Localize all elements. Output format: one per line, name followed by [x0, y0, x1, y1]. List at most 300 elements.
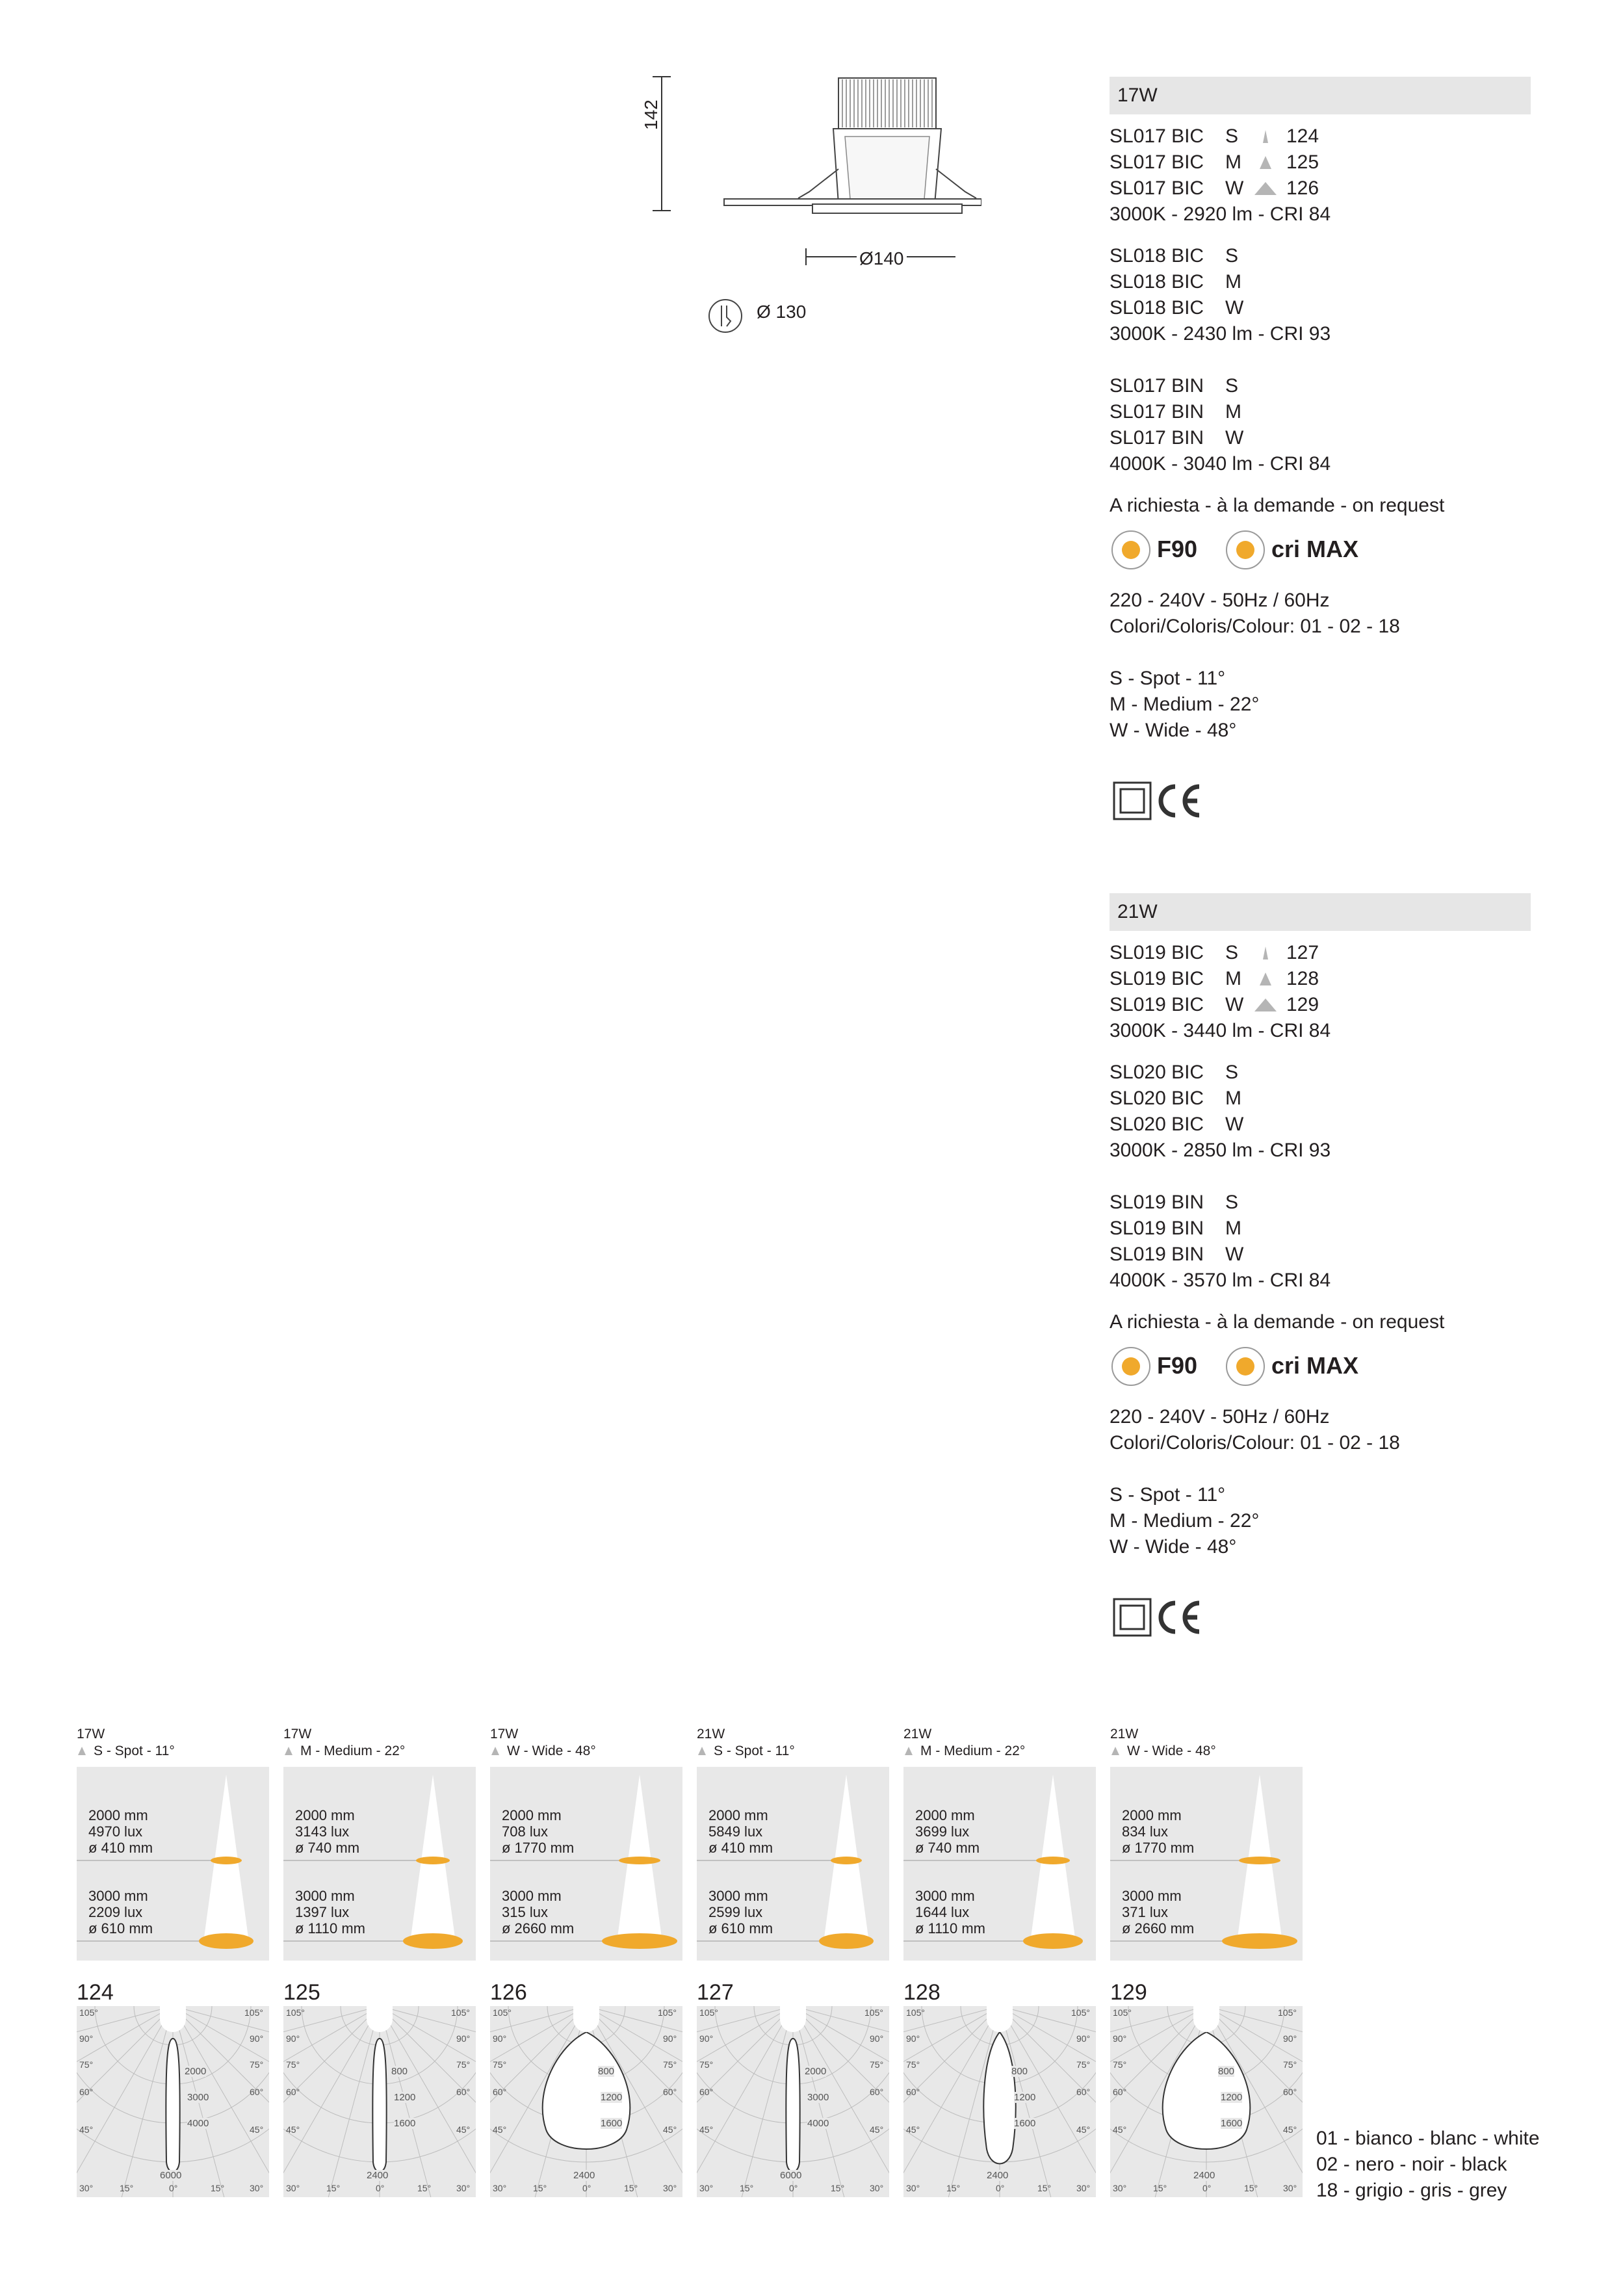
- beam-diameter: ø 1110 mm: [295, 1920, 365, 1937]
- polar-angle-label: 105°: [658, 2007, 677, 2018]
- spot-beam-icon: [1253, 129, 1279, 144]
- ceiling-cutout-icon: [707, 298, 744, 337]
- polar-ring-label: 1200: [601, 2092, 623, 2103]
- product-row: [1110, 1216, 1444, 1242]
- polar-angle-label: 60°: [1076, 2087, 1091, 2097]
- spec-line: 3000K - 2850 lm - CRI 93: [1110, 1140, 1331, 1161]
- distance: 2000 mm: [88, 1807, 148, 1823]
- beam-mode: S: [1225, 245, 1239, 267]
- product-row: [1110, 1190, 1444, 1216]
- power-label: 21W: [1110, 1727, 1139, 1742]
- product-row: [1110, 1242, 1444, 1268]
- polar-angle-label: 60°: [286, 2087, 300, 2097]
- beam-spot: S - Spot - 11°: [1110, 1484, 1226, 1506]
- lux-value: 834 lux: [1122, 1823, 1168, 1840]
- polar-angle-label: 15°: [417, 2183, 432, 2193]
- polar-angle-label: 60°: [456, 2087, 471, 2097]
- product-row: [1110, 966, 1444, 992]
- polar-angle-label: 105°: [244, 2007, 263, 2018]
- beam-mode: M: [1225, 968, 1241, 989]
- polar-ring-label: 2000: [805, 2066, 827, 2077]
- polar-ring-label: 800: [1011, 2066, 1028, 2077]
- beam-triangle-icon: [905, 1747, 913, 1755]
- polar-angle-label: 105°: [864, 2007, 883, 2018]
- product-code: SL017 BIN: [1110, 427, 1204, 449]
- polar-angle-label: 60°: [1113, 2087, 1127, 2097]
- polar-angle-label: 15°: [1244, 2183, 1258, 2193]
- lux-value: 4970 lux: [88, 1823, 143, 1840]
- photometry-ref: 127: [1286, 942, 1319, 963]
- product-code: SL019 BIN: [1110, 1218, 1204, 1239]
- beam-diameter: ø 1110 mm: [915, 1920, 985, 1937]
- medium-beam-icon: [1253, 971, 1279, 987]
- beam-diameter: ø 610 mm: [708, 1920, 773, 1937]
- product-code: SL019 BIC: [1110, 968, 1204, 989]
- polar-angle-label: 15°: [533, 2183, 547, 2193]
- polar-angle-label: 45°: [663, 2124, 677, 2135]
- polar-angle-label: 45°: [870, 2124, 884, 2135]
- wide-beam-icon: [1253, 997, 1279, 1013]
- polar-angle-label: 75°: [1076, 2059, 1091, 2070]
- polar-angle-label: 15°: [740, 2183, 754, 2193]
- beam-diameter: ø 610 mm: [88, 1920, 153, 1937]
- polar-angle-label: 30°: [699, 2183, 714, 2193]
- lux-value: 3699 lux: [915, 1823, 970, 1840]
- polar-ring-label: 1200: [394, 2092, 416, 2103]
- colour-white: 01 - bianco - blanc - white: [1316, 2128, 1540, 2149]
- colours: Colori/Coloris/Colour: 01 - 02 - 18: [1110, 616, 1400, 637]
- colour-grey: 18 - grigio - gris - grey: [1316, 2180, 1507, 2201]
- polar-angle-label: 0°: [996, 2183, 1005, 2193]
- polar-ring-label: 1600: [1014, 2118, 1036, 2129]
- polar-angle-label: 30°: [286, 2183, 300, 2193]
- polar-angle-label: 75°: [906, 2059, 920, 2070]
- polar-angle-label: 45°: [286, 2124, 300, 2135]
- polar-diagram: [490, 2006, 682, 2197]
- polar-ring-label: 1200: [1014, 2092, 1036, 2103]
- beam-medium: M - Medium - 22°: [1110, 694, 1260, 715]
- polar-angle-label: 75°: [663, 2059, 677, 2070]
- polar-angle-label: 30°: [870, 2183, 884, 2193]
- distance-3000: [88, 1888, 153, 1937]
- distance-2000: [708, 1807, 773, 1856]
- beam-triangle-icon: [78, 1747, 86, 1755]
- product-code: SL018 BIC: [1110, 245, 1204, 267]
- polar-ring-label: 800: [391, 2066, 408, 2077]
- distance-2000: [915, 1807, 980, 1856]
- lux-value: 315 lux: [502, 1904, 548, 1920]
- polar-angle-label: 45°: [1076, 2124, 1091, 2135]
- polar-angle-label: 105°: [79, 2007, 98, 2018]
- beam-label: [490, 1743, 596, 1759]
- polar-angle-label: 60°: [1283, 2087, 1297, 2097]
- distance-3000: [1122, 1888, 1194, 1937]
- option-f90: F90: [1157, 1352, 1198, 1379]
- spec-line: 3000K - 3440 lm - CRI 84: [1110, 1020, 1331, 1041]
- polar-angle-label: 75°: [79, 2059, 94, 2070]
- product-row: [1110, 150, 1444, 176]
- product-row: [1110, 992, 1444, 1018]
- polar-angle-label: 15°: [831, 2183, 845, 2193]
- photometry-ref: 124: [1286, 125, 1319, 147]
- polar-angle-label: 105°: [493, 2007, 512, 2018]
- distance-3000: [502, 1888, 574, 1937]
- section-title: 17W: [1117, 85, 1158, 106]
- beam-wide: W - Wide - 48°: [1110, 1536, 1237, 1558]
- polar-angle-label: 45°: [1283, 2124, 1297, 2135]
- beam-mode: M: [1225, 271, 1241, 293]
- polar-angle-label: 105°: [1071, 2007, 1090, 2018]
- polar-diagram: [283, 2006, 476, 2197]
- polar-angle-label: 75°: [1113, 2059, 1127, 2070]
- beam-mode: W: [1225, 427, 1244, 449]
- distance: 2000 mm: [502, 1807, 562, 1823]
- polar-ring-label: 1600: [1221, 2118, 1243, 2129]
- power-label: 21W: [903, 1727, 932, 1742]
- distance-3000: [915, 1888, 985, 1937]
- lux-value: 2599 lux: [708, 1904, 763, 1920]
- section-title: 21W: [1117, 901, 1158, 922]
- beam-spot: S - Spot - 11°: [1110, 668, 1226, 689]
- lux-value: 708 lux: [502, 1823, 548, 1840]
- product-code: SL018 BIC: [1110, 271, 1204, 293]
- polar-angle-label: 30°: [663, 2183, 677, 2193]
- polar-angle-label: 105°: [1278, 2007, 1297, 2018]
- power-label: 17W: [77, 1727, 105, 1742]
- product-code: SL019 BIN: [1110, 1244, 1204, 1265]
- polar-angle-label: 15°: [946, 2183, 961, 2193]
- spot-beam-icon: [1253, 945, 1279, 961]
- beam-label: [903, 1743, 1025, 1759]
- beam-triangle-icon: [1111, 1747, 1119, 1755]
- distance-3000: [295, 1888, 365, 1937]
- beam-mode: S: [1225, 942, 1239, 963]
- product-row: [1110, 1060, 1444, 1086]
- on-request-label: A richiesta - à la demande - on request: [1110, 1311, 1445, 1333]
- polar-angle-label: 30°: [456, 2183, 471, 2193]
- photometry-number: 129: [1110, 1980, 1147, 2005]
- product-code: SL020 BIC: [1110, 1088, 1204, 1109]
- spec-line: 4000K - 3570 lm - CRI 84: [1110, 1270, 1331, 1291]
- lux-value: 371 lux: [1122, 1904, 1168, 1920]
- beam-text: W - Wide - 48°: [1127, 1743, 1216, 1758]
- polar-angle-label: 90°: [250, 2033, 264, 2044]
- polar-angle-label: 90°: [663, 2033, 677, 2044]
- spec-line: 4000K - 3040 lm - CRI 84: [1110, 453, 1331, 475]
- voltage: 220 - 240V - 50Hz / 60Hz: [1110, 590, 1330, 611]
- beam-label: [697, 1743, 795, 1759]
- photometry-ref: 128: [1286, 968, 1319, 989]
- polar-angle-label: 60°: [699, 2087, 714, 2097]
- polar-diagram: [903, 2006, 1096, 2197]
- beam-mode: M: [1225, 1088, 1241, 1109]
- option-f90: F90: [1157, 536, 1198, 562]
- lux-value: 3143 lux: [295, 1823, 350, 1840]
- polar-ring-label: 6000: [780, 2170, 802, 2181]
- beam-mode: M: [1225, 1218, 1241, 1239]
- polar-angle-label: 75°: [870, 2059, 884, 2070]
- product-row: [1110, 399, 1444, 425]
- beam-illustration: [903, 1767, 1096, 1961]
- beam-illustration: [283, 1767, 476, 1961]
- distance: 2000 mm: [708, 1807, 768, 1823]
- distance: 2000 mm: [915, 1807, 975, 1823]
- distance-2000: [1122, 1807, 1194, 1856]
- medium-beam-icon: [1253, 155, 1279, 170]
- distance: 3000 mm: [295, 1888, 355, 1904]
- product-code: SL020 BIC: [1110, 1114, 1204, 1135]
- beam-mode: W: [1225, 994, 1244, 1015]
- certifications-21w: [1111, 1591, 1209, 1637]
- polar-diagram: [77, 2006, 269, 2197]
- product-row: [1110, 373, 1444, 399]
- polar-angle-label: 45°: [250, 2124, 264, 2135]
- beam-mode: W: [1225, 177, 1244, 199]
- polar-angle-label: 90°: [456, 2033, 471, 2044]
- height-label: 142: [641, 99, 661, 130]
- section-header-21w: [1110, 893, 1531, 931]
- polar-ring-label: 2400: [987, 2170, 1009, 2181]
- distance: 3000 mm: [915, 1888, 975, 1904]
- photometry-ref: 126: [1286, 177, 1319, 199]
- polar-angle-label: 75°: [286, 2059, 300, 2070]
- polar-angle-label: 0°: [376, 2183, 385, 2193]
- product-row: [1110, 425, 1444, 451]
- polar-angle-label: 105°: [451, 2007, 470, 2018]
- polar-angle-label: 105°: [699, 2007, 718, 2018]
- lux-value: 1397 lux: [295, 1904, 350, 1920]
- colour-black: 02 - nero - noir - black: [1316, 2154, 1507, 2175]
- polar-angle-label: 45°: [456, 2124, 471, 2135]
- voltage: 220 - 240V - 50Hz / 60Hz: [1110, 1406, 1330, 1428]
- beam-mode: M: [1225, 151, 1241, 173]
- beam-wide: W - Wide - 48°: [1110, 720, 1237, 741]
- option-cri-max: cri MAX: [1271, 1352, 1359, 1379]
- beam-diameter: ø 2660 mm: [1122, 1920, 1195, 1937]
- beam-triangle-icon: [285, 1747, 292, 1755]
- power-label: 17W: [283, 1727, 312, 1742]
- polar-angle-label: 15°: [326, 2183, 341, 2193]
- polar-angle-label: 75°: [250, 2059, 264, 2070]
- beam-mode: W: [1225, 1114, 1244, 1135]
- product-row: [1110, 124, 1444, 150]
- beam-diameter: ø 740 mm: [295, 1840, 360, 1856]
- polar-angle-label: 75°: [1283, 2059, 1297, 2070]
- beam-mode: S: [1225, 375, 1239, 397]
- polar-angle-label: 0°: [169, 2183, 178, 2193]
- wide-beam-icon: [1253, 181, 1279, 196]
- distance-2000: [88, 1807, 153, 1856]
- photometry-number: 124: [77, 1980, 114, 2005]
- polar-angle-label: 90°: [699, 2033, 714, 2044]
- beam-mode: S: [1225, 1062, 1239, 1083]
- class-ii-icon: [1114, 1599, 1150, 1636]
- beam-mode: W: [1225, 1244, 1244, 1265]
- product-code: SL018 BIC: [1110, 297, 1204, 319]
- polar-angle-label: 30°: [493, 2183, 507, 2193]
- polar-angle-label: 15°: [211, 2183, 225, 2193]
- lux-value: 2209 lux: [88, 1904, 143, 1920]
- distance: 3000 mm: [708, 1888, 768, 1904]
- options-21w: [1111, 1347, 1384, 1386]
- distance: 3000 mm: [88, 1888, 148, 1904]
- power-label: 21W: [697, 1727, 725, 1742]
- beam-text: M - Medium - 22°: [920, 1743, 1026, 1758]
- product-row: [1110, 940, 1444, 966]
- polar-angle-label: 45°: [1113, 2124, 1127, 2135]
- polar-angle-label: 30°: [79, 2183, 94, 2193]
- beam-illustration: [490, 1767, 682, 1961]
- cutout-label: Ø 130: [757, 302, 807, 322]
- product-row: [1110, 295, 1444, 321]
- polar-angle-label: 90°: [870, 2033, 884, 2044]
- product-row: [1110, 269, 1444, 295]
- polar-ring-label: 800: [1218, 2066, 1235, 2077]
- class-ii-icon: [1114, 783, 1150, 819]
- electrical-21w: [1110, 1404, 1400, 1560]
- distance: 2000 mm: [295, 1807, 355, 1823]
- polar-angle-label: 75°: [493, 2059, 507, 2070]
- photometry-number: 127: [697, 1980, 734, 2005]
- product-code: SL017 BIC: [1110, 177, 1204, 199]
- distance-2000: [295, 1807, 359, 1856]
- polar-angle-label: 0°: [582, 2183, 591, 2193]
- polar-ring-label: 2400: [367, 2170, 389, 2181]
- polar-angle-label: 30°: [1113, 2183, 1127, 2193]
- beam-mode: S: [1225, 125, 1239, 147]
- polar-angle-label: 60°: [493, 2087, 507, 2097]
- photometry-number: 128: [903, 1980, 941, 2005]
- product-drawing: [643, 72, 981, 345]
- beam-mode: S: [1225, 1192, 1239, 1213]
- polar-ring-label: 800: [598, 2066, 615, 2077]
- distance: 2000 mm: [1122, 1807, 1182, 1823]
- cri-max-icon: [1226, 1347, 1265, 1386]
- product-code: SL019 BIC: [1110, 942, 1204, 963]
- polar-angle-label: 30°: [906, 2183, 920, 2193]
- beam-triangle-icon: [491, 1747, 499, 1755]
- polar-angle-label: 60°: [79, 2087, 94, 2097]
- product-code: SL019 BIC: [1110, 994, 1204, 1015]
- spec-line: 3000K - 2430 lm - CRI 93: [1110, 323, 1331, 345]
- lux-value: 1644 lux: [915, 1904, 970, 1920]
- product-row: [1110, 176, 1444, 202]
- polar-angle-label: 45°: [79, 2124, 94, 2135]
- distance: 3000 mm: [502, 1888, 562, 1904]
- beam-text: S - Spot - 11°: [94, 1743, 175, 1758]
- polar-angle-label: 45°: [906, 2124, 920, 2135]
- beam-label: [77, 1743, 175, 1759]
- f90-icon: [1111, 530, 1150, 569]
- beam-label: [1110, 1743, 1216, 1759]
- polar-angle-label: 90°: [1113, 2033, 1127, 2044]
- product-code: SL017 BIC: [1110, 151, 1204, 173]
- polar-angle-label: 90°: [286, 2033, 300, 2044]
- certifications-17w: [1111, 775, 1209, 820]
- distance-2000: [502, 1807, 574, 1856]
- product-row: [1110, 243, 1444, 269]
- polar-ring-label: 2400: [1193, 2170, 1215, 2181]
- beam-illustration: [77, 1767, 269, 1961]
- polar-angle-label: 90°: [1283, 2033, 1297, 2044]
- beam-mode: W: [1225, 297, 1244, 319]
- polar-ring-label: 3000: [807, 2092, 829, 2103]
- polar-angle-label: 15°: [1037, 2183, 1052, 2193]
- polar-angle-label: 105°: [1113, 2007, 1132, 2018]
- on-request-label: A richiesta - à la demande - on request: [1110, 495, 1445, 516]
- polar-angle-label: 15°: [624, 2183, 638, 2193]
- polar-angle-label: 90°: [906, 2033, 920, 2044]
- product-code: SL017 BIC: [1110, 125, 1204, 147]
- options-17w: [1111, 530, 1384, 569]
- beam-illustration: [1110, 1767, 1303, 1961]
- photometry-ref: 129: [1286, 994, 1319, 1015]
- cri-max-icon: [1226, 530, 1265, 569]
- polar-angle-label: 105°: [286, 2007, 305, 2018]
- beam-text: W - Wide - 48°: [507, 1743, 596, 1758]
- beam-text: M - Medium - 22°: [300, 1743, 406, 1758]
- product-row: [1110, 1112, 1444, 1138]
- polar-angle-label: 90°: [1076, 2033, 1091, 2044]
- polar-ring-label: 2400: [573, 2170, 595, 2181]
- polar-angle-label: 0°: [789, 2183, 798, 2193]
- polar-ring-label: 4000: [187, 2118, 209, 2129]
- polar-ring-label: 6000: [160, 2170, 182, 2181]
- product-code: SL019 BIN: [1110, 1192, 1204, 1213]
- beam-illustration: [697, 1767, 889, 1961]
- polar-angle-label: 60°: [250, 2087, 264, 2097]
- polar-ring-label: 1600: [601, 2118, 623, 2129]
- beam-text: S - Spot - 11°: [714, 1743, 795, 1758]
- option-cri-max: cri MAX: [1271, 536, 1359, 562]
- beam-diameter: ø 410 mm: [88, 1840, 153, 1856]
- electrical-17w: [1110, 588, 1400, 744]
- width-label: Ø140: [857, 248, 907, 269]
- beam-diameter: ø 1770 mm: [502, 1840, 575, 1856]
- beam-medium: M - Medium - 22°: [1110, 1510, 1260, 1532]
- polar-angle-label: 90°: [79, 2033, 94, 2044]
- polar-angle-label: 105°: [906, 2007, 925, 2018]
- polar-ring-label: 4000: [807, 2118, 829, 2129]
- photometry-ref: 125: [1286, 151, 1319, 173]
- colours: Colori/Coloris/Colour: 01 - 02 - 18: [1110, 1432, 1400, 1454]
- polar-angle-label: 90°: [493, 2033, 507, 2044]
- beam-mode: M: [1225, 401, 1241, 423]
- polar-angle-label: 30°: [250, 2183, 264, 2193]
- spec-list-21w: [1110, 940, 1444, 1335]
- lux-value: 5849 lux: [708, 1823, 763, 1840]
- distance: 3000 mm: [1122, 1888, 1182, 1904]
- beam-diameter: ø 2660 mm: [502, 1920, 575, 1937]
- ce-mark-icon: [1161, 787, 1199, 815]
- product-code: SL017 BIN: [1110, 375, 1204, 397]
- polar-angle-label: 15°: [120, 2183, 134, 2193]
- polar-ring-label: 3000: [187, 2092, 209, 2103]
- polar-angle-label: 45°: [493, 2124, 507, 2135]
- polar-diagram: [697, 2006, 889, 2197]
- polar-ring-label: 2000: [185, 2066, 207, 2077]
- polar-angle-label: 60°: [906, 2087, 920, 2097]
- beam-diameter: ø 1770 mm: [1122, 1840, 1195, 1856]
- photometry-number: 125: [283, 1980, 320, 2005]
- ce-mark-icon: [1161, 1603, 1199, 1632]
- polar-ring-label: 1200: [1221, 2092, 1243, 2103]
- colour-legend: [1316, 2126, 1540, 2204]
- polar-angle-label: 45°: [699, 2124, 714, 2135]
- distance-3000: [708, 1888, 773, 1937]
- polar-angle-label: 75°: [699, 2059, 714, 2070]
- photometry-number: 126: [490, 1980, 527, 2005]
